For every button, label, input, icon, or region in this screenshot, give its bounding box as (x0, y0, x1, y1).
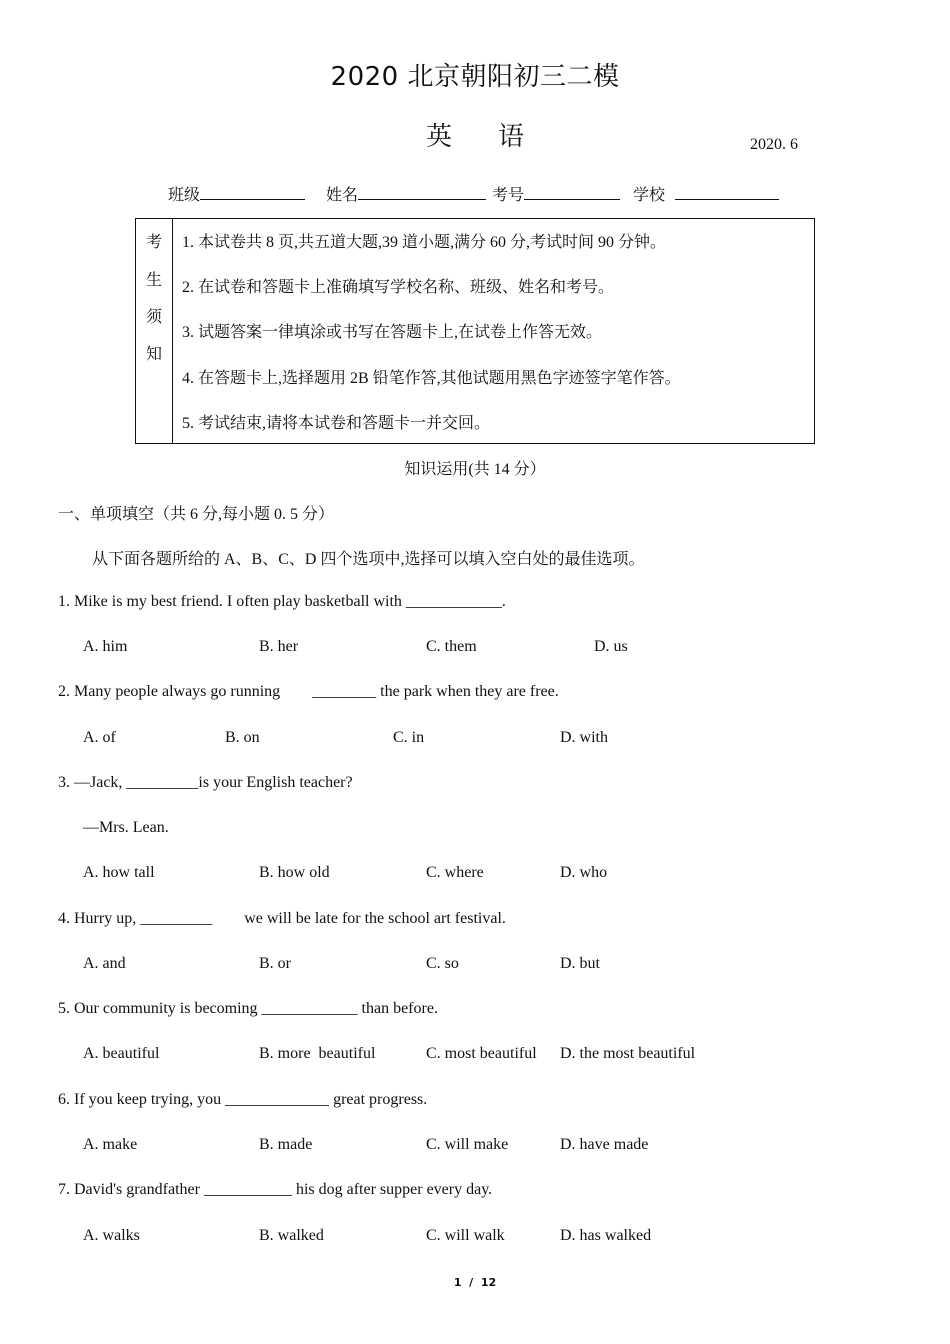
exam-date: 2020. 6 (750, 136, 798, 153)
school-field (633, 182, 779, 205)
option: D. have made (560, 1136, 649, 1153)
option: A. make (83, 1136, 138, 1153)
question-stem: 2. Many people always go running ________ the park when they are free. (58, 683, 559, 700)
question-stem: 6. If you keep trying, you _____________ great progress. (58, 1091, 428, 1108)
option: A. walks (83, 1227, 140, 1244)
question-reply: —Mrs. Lean. (83, 819, 169, 836)
option: A. how tall (83, 864, 155, 881)
option: B. on (225, 729, 260, 746)
notice-item: 5. 考试结束,请将本试卷和答题卡一并交回。 (182, 415, 491, 432)
notice-item: 4. 在答题卡上,选择题用 2B 铅笔作答,其他试题用黑色字迹签字笔作答。 (182, 370, 681, 387)
option: C. in (393, 729, 425, 746)
option: B. her (259, 638, 299, 655)
section-heading: 一、单项填空（共 6 分,每小题 0. 5 分） (58, 506, 335, 523)
notice-box (135, 218, 815, 444)
class-field (168, 182, 305, 205)
option: B. more beautiful (259, 1045, 376, 1062)
option: D. but (560, 955, 600, 972)
class-label: 班级 (168, 187, 201, 204)
option: D. us (594, 638, 628, 655)
page-number: 1 / 12 (453, 1276, 497, 1289)
option: C. them (426, 638, 477, 655)
class-blank (200, 185, 305, 200)
question-stem: 4. Hurry up, _________ we will be late for the school art festival. (58, 910, 506, 927)
notice-side-char: 知 (145, 346, 162, 363)
option: A. beautiful (83, 1045, 160, 1062)
notice-item: 3. 试题答案一律填涂或书写在答题卡上,在试卷上作答无效。 (182, 324, 603, 341)
name-field (326, 182, 486, 205)
question-stem: 3. —Jack, _________is your English teacher? (58, 774, 353, 791)
notice-side-char: 须 (145, 309, 162, 326)
option: A. of (83, 729, 116, 746)
option: C. so (426, 955, 459, 972)
option: D. who (560, 864, 608, 881)
notice-side-char: 生 (145, 272, 162, 289)
exam-no-label: 考号 (492, 187, 525, 204)
notice-side-label (136, 219, 173, 443)
notice-side-char: 考 (145, 234, 162, 251)
option: C. where (426, 864, 484, 881)
question-stem: 5. Our community is becoming ____________ than before. (58, 1000, 438, 1017)
option: D. has walked (560, 1227, 652, 1244)
notice-item: 2. 在试卷和答题卡上准确填写学校名称、班级、姓名和考号。 (182, 279, 615, 296)
option: B. how old (259, 864, 330, 881)
option: C. will make (426, 1136, 509, 1153)
question-stem: 1. Mike is my best friend. I often play basketball with ____________. (58, 593, 506, 610)
section-instruction: 从下面各题所给的 A、B、C、D 四个选项中,选择可以填入空白处的最佳选项。 (92, 551, 645, 568)
part-title: 知识运用(共 14 分） (404, 461, 546, 478)
option: B. or (259, 955, 291, 972)
subject-title: 英语 (425, 122, 570, 152)
document-title: 2020 北京朝阳初三二模 (330, 62, 620, 92)
option: D. with (560, 729, 608, 746)
option: A. and (83, 955, 126, 972)
exam-no-field (492, 182, 620, 205)
option: D. the most beautiful (560, 1045, 696, 1062)
school-label: 学校 (633, 187, 666, 204)
option: C. most beautiful (426, 1045, 537, 1062)
notice-item: 1. 本试卷共 8 页,共五道大题,39 道小题,满分 60 分,考试时间 90 分钟。 (182, 234, 667, 251)
name-blank (358, 185, 486, 200)
name-label: 姓名 (326, 187, 359, 204)
option: C. will walk (426, 1227, 505, 1244)
option: B. made (259, 1136, 313, 1153)
option: B. walked (259, 1227, 324, 1244)
option: A. him (83, 638, 128, 655)
exam-no-blank (524, 185, 620, 200)
question-stem: 7. David's grandfather ___________ his dog after supper every day. (58, 1181, 493, 1198)
school-blank (675, 185, 779, 200)
